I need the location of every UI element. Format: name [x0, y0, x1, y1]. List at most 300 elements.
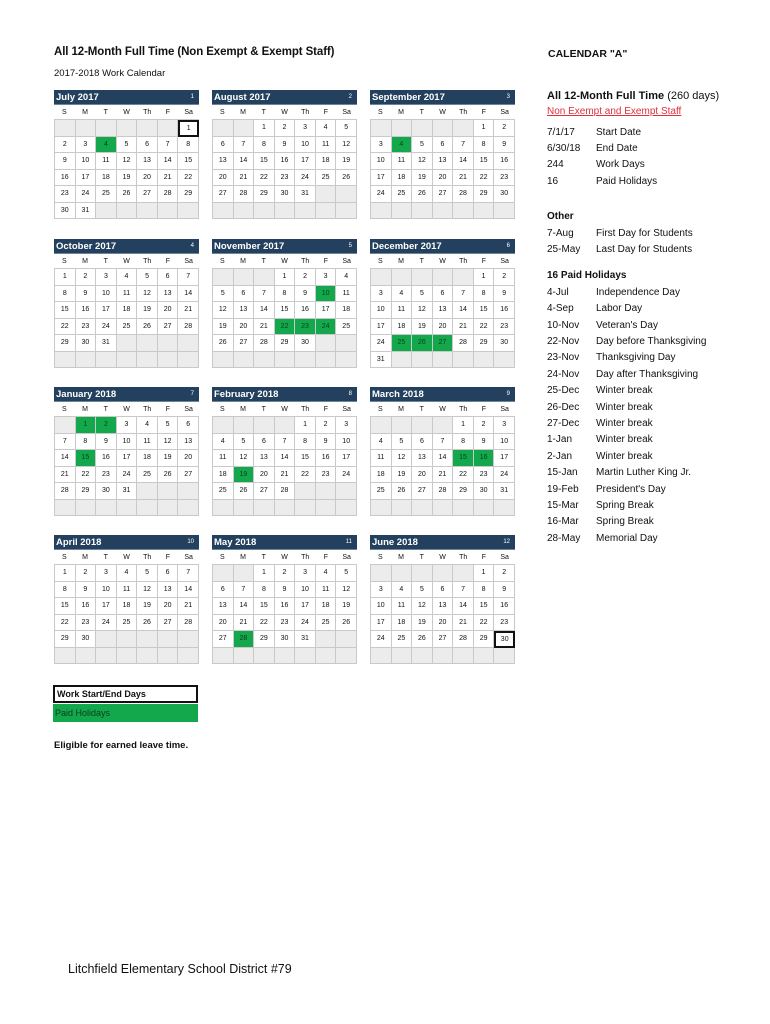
summary-row-key: 244 [547, 159, 564, 171]
day-cell: 17 [371, 170, 392, 187]
day-cell: 28 [275, 483, 296, 500]
day-cell: 16 [76, 302, 97, 319]
day-cell: 2 [275, 120, 296, 137]
day-cell: 14 [178, 286, 199, 303]
day-cell: 18 [213, 467, 234, 484]
day-cell-empty [213, 565, 234, 582]
summary-row [547, 350, 762, 366]
day-cell-empty [55, 352, 76, 369]
day-cell: 4 [117, 269, 138, 286]
weekday-label: S [62, 405, 67, 413]
day-cell: 22 [178, 170, 199, 187]
month-header [212, 387, 357, 402]
day-cell: 17 [96, 302, 117, 319]
day-cell: 17 [96, 598, 117, 615]
day-cell: 1 [474, 565, 495, 582]
weekday-label: W [281, 257, 288, 265]
month-number: 1 [190, 94, 194, 100]
day-cell-empty [336, 335, 357, 352]
day-cell-holiday: 24 [316, 319, 337, 336]
weekday-label: T [261, 257, 266, 265]
weekday-label: S [220, 553, 225, 561]
weekday-label: M [240, 405, 246, 413]
day-grid [370, 268, 515, 368]
weekday-label: W [281, 553, 288, 561]
day-cell-empty [117, 648, 138, 665]
day-cell-empty [158, 648, 179, 665]
weekday-label: W [123, 108, 130, 116]
day-cell-empty [254, 352, 275, 369]
day-cell: 13 [234, 302, 255, 319]
day-cell: 2 [55, 137, 76, 154]
day-cell-empty [55, 648, 76, 665]
summary-row [547, 225, 762, 241]
weekday-label: M [240, 553, 246, 561]
month-header [54, 239, 199, 254]
summary-row [547, 301, 762, 317]
month-august-2017 [212, 90, 357, 219]
day-cell-holiday: 4 [96, 137, 117, 154]
day-cell-holiday: 28 [234, 631, 255, 648]
day-cell: 10 [117, 434, 138, 451]
weekday-label: W [281, 405, 288, 413]
day-cell-empty [178, 352, 199, 369]
summary-row-key: 7/1/17 [547, 126, 575, 138]
weekday-row [370, 105, 515, 119]
summary-row-value: Labor Day [596, 303, 643, 315]
summary-row [547, 448, 762, 464]
weekday-label: S [378, 405, 383, 413]
day-cell: 6 [137, 137, 158, 154]
day-cell: 24 [371, 631, 392, 648]
day-cell-empty [316, 648, 337, 665]
month-january-2018 [54, 387, 199, 516]
day-cell: 26 [336, 170, 357, 187]
day-cell: 4 [316, 565, 337, 582]
page-title: All 12-Month Full Time (Non Exempt & Exempt Staff) [54, 46, 335, 58]
weekday-label: Th [459, 257, 468, 265]
day-cell: 14 [453, 302, 474, 319]
day-cell-empty [474, 352, 495, 369]
day-cell: 12 [412, 302, 433, 319]
day-cell: 4 [392, 582, 413, 599]
day-cell: 1 [275, 269, 296, 286]
day-cell: 2 [494, 565, 515, 582]
day-cell: 23 [76, 615, 97, 632]
month-february-2018 [212, 387, 357, 516]
day-cell: 3 [96, 269, 117, 286]
day-cell: 28 [178, 615, 199, 632]
day-cell: 18 [117, 302, 138, 319]
day-cell-empty [412, 565, 433, 582]
weekday-label: Sa [342, 257, 351, 265]
day-grid [212, 564, 357, 664]
day-cell: 7 [178, 269, 199, 286]
day-cell-empty [453, 269, 474, 286]
weekday-label: S [378, 108, 383, 116]
weekday-label: F [323, 405, 329, 413]
day-cell: 4 [316, 120, 337, 137]
summary-row-key: 15-Mar [547, 499, 579, 511]
day-cell: 1 [254, 120, 275, 137]
weekday-row [212, 105, 357, 119]
summary-row-value: First Day for Students [596, 227, 693, 239]
day-cell-holiday: 15 [453, 450, 474, 467]
day-cell-empty [316, 186, 337, 203]
summary-row-value: Day after Thanksgiving [596, 368, 699, 380]
day-cell: 8 [178, 137, 199, 154]
day-cell: 12 [158, 434, 179, 451]
summary-row-value: President's Day [596, 483, 666, 495]
month-december-2017 [370, 239, 515, 368]
day-cell: 9 [76, 286, 97, 303]
day-cell-empty [137, 120, 158, 137]
summary-row-value: Independence Day [596, 286, 680, 298]
day-cell: 9 [474, 434, 495, 451]
day-cell: 21 [178, 302, 199, 319]
day-cell-empty [371, 500, 392, 517]
day-cell: 31 [295, 631, 316, 648]
day-cell: 2 [295, 269, 316, 286]
day-cell: 9 [275, 137, 296, 154]
day-cell-start-end: 30 [494, 631, 515, 648]
day-cell: 12 [392, 450, 413, 467]
day-cell: 24 [76, 186, 97, 203]
day-cell: 3 [295, 565, 316, 582]
day-cell: 8 [55, 286, 76, 303]
day-cell-empty [76, 120, 97, 137]
calendar-label: CALENDAR "A" [548, 48, 628, 60]
day-cell-start-end: 1 [178, 120, 199, 137]
other-title: Other [547, 211, 574, 223]
summary-row-value: Spring Break [596, 516, 654, 528]
day-cell-empty [336, 631, 357, 648]
day-cell: 6 [433, 137, 454, 154]
weekday-label: T [261, 108, 266, 116]
day-cell: 16 [494, 153, 515, 170]
day-cell: 8 [55, 582, 76, 599]
day-cell: 17 [371, 319, 392, 336]
day-cell: 14 [254, 302, 275, 319]
day-cell: 20 [433, 319, 454, 336]
month-header [54, 90, 199, 105]
weekday-label: S [220, 257, 225, 265]
day-cell: 11 [336, 286, 357, 303]
day-cell: 19 [392, 467, 413, 484]
day-cell: 19 [158, 450, 179, 467]
day-cell: 17 [316, 302, 337, 319]
day-cell: 17 [336, 450, 357, 467]
day-cell-empty [158, 352, 179, 369]
day-cell-empty [55, 500, 76, 517]
weekday-label: Sa [184, 405, 193, 413]
summary-row-key: 1-Jan [547, 434, 573, 446]
day-cell-empty [412, 500, 433, 517]
day-cell-empty [412, 352, 433, 369]
summary-row-key: 6/30/18 [547, 143, 581, 155]
day-cell-empty [234, 269, 255, 286]
summary-row-key: 26-Dec [547, 401, 580, 413]
day-cell: 15 [275, 302, 296, 319]
day-cell: 20 [433, 615, 454, 632]
weekday-row [54, 402, 199, 416]
day-cell: 11 [392, 153, 413, 170]
day-cell-empty [55, 120, 76, 137]
day-cell: 10 [295, 582, 316, 599]
day-cell: 16 [275, 153, 296, 170]
day-cell-empty [412, 120, 433, 137]
month-name: July 2017 [56, 91, 99, 103]
day-cell: 6 [433, 286, 454, 303]
year-calendar-grid [54, 90, 524, 680]
day-cell: 2 [494, 120, 515, 137]
month-name: October 2017 [56, 240, 117, 252]
day-cell: 26 [158, 467, 179, 484]
day-cell: 12 [412, 598, 433, 615]
day-cell: 11 [96, 153, 117, 170]
weekday-label: F [165, 108, 171, 116]
day-cell: 29 [55, 335, 76, 352]
day-cell: 12 [234, 450, 255, 467]
day-cell-empty [453, 500, 474, 517]
day-cell: 27 [213, 631, 234, 648]
day-cell: 1 [295, 417, 316, 434]
weekday-label: Sa [184, 257, 193, 265]
day-cell-empty [117, 631, 138, 648]
weekday-label: M [398, 108, 404, 116]
day-cell-empty [96, 120, 117, 137]
day-cell: 22 [254, 170, 275, 187]
day-cell: 11 [392, 302, 413, 319]
day-cell: 10 [371, 153, 392, 170]
day-cell: 2 [275, 565, 296, 582]
day-cell-empty [392, 352, 413, 369]
day-cell: 29 [275, 335, 296, 352]
month-header [212, 535, 357, 550]
day-cell: 8 [254, 582, 275, 599]
day-cell: 25 [336, 319, 357, 336]
weekday-label: F [481, 405, 487, 413]
month-header [212, 239, 357, 254]
summary-row [547, 140, 762, 156]
weekday-label: F [481, 257, 487, 265]
weekday-label: Th [143, 257, 152, 265]
day-cell: 5 [336, 565, 357, 582]
day-cell: 18 [336, 302, 357, 319]
day-cell-empty [275, 417, 296, 434]
day-cell: 3 [96, 565, 117, 582]
day-cell: 22 [55, 615, 76, 632]
day-cell: 21 [55, 467, 76, 484]
day-cell: 19 [213, 319, 234, 336]
day-cell-empty [213, 203, 234, 220]
day-cell-empty [433, 500, 454, 517]
summary-row-key: 16 [547, 175, 559, 187]
summary-row [547, 241, 762, 257]
day-cell: 27 [158, 319, 179, 336]
day-cell: 25 [117, 615, 138, 632]
day-cell: 25 [392, 631, 413, 648]
day-cell: 2 [316, 417, 337, 434]
weekday-label: Th [459, 553, 468, 561]
day-cell: 8 [76, 434, 97, 451]
day-cell: 17 [295, 153, 316, 170]
day-cell: 21 [178, 598, 199, 615]
day-cell-empty [76, 500, 97, 517]
summary-row-key: 10-Nov [547, 319, 580, 331]
day-cell-empty [137, 335, 158, 352]
day-cell: 21 [158, 170, 179, 187]
day-cell: 26 [137, 319, 158, 336]
weekday-label: M [82, 108, 88, 116]
page-subtitle: 2017-2018 Work Calendar [54, 68, 166, 79]
day-cell: 20 [433, 170, 454, 187]
day-cell-empty [234, 417, 255, 434]
weekday-label: Th [301, 405, 310, 413]
summary-row-value: Winter break [596, 401, 653, 413]
day-cell: 14 [158, 153, 179, 170]
day-cell: 20 [213, 170, 234, 187]
day-cell-empty [158, 120, 179, 137]
day-cell-empty [158, 203, 179, 220]
summary-row [547, 173, 762, 189]
day-cell: 25 [316, 170, 337, 187]
weekday-label: T [261, 553, 266, 561]
day-cell: 3 [494, 417, 515, 434]
day-cell: 22 [474, 615, 495, 632]
day-cell: 1 [474, 120, 495, 137]
day-cell: 12 [137, 582, 158, 599]
day-cell: 18 [316, 598, 337, 615]
day-cell: 8 [453, 434, 474, 451]
day-grid [212, 268, 357, 368]
day-cell: 3 [371, 582, 392, 599]
day-cell-holiday: 23 [295, 319, 316, 336]
day-cell: 3 [117, 417, 138, 434]
month-july-2017 [54, 90, 199, 219]
day-cell: 3 [371, 137, 392, 154]
day-cell: 21 [234, 170, 255, 187]
weekday-label: Sa [342, 553, 351, 561]
day-cell: 15 [254, 598, 275, 615]
day-cell: 30 [295, 335, 316, 352]
day-cell: 4 [392, 286, 413, 303]
day-cell: 26 [336, 615, 357, 632]
summary-row-value: Martin Luther King Jr. [596, 467, 692, 479]
day-cell-empty [371, 417, 392, 434]
day-cell: 14 [275, 450, 296, 467]
day-cell-empty [412, 417, 433, 434]
day-cell: 7 [453, 582, 474, 599]
day-grid [212, 119, 357, 219]
day-cell: 1 [55, 269, 76, 286]
day-cell: 6 [178, 417, 199, 434]
month-may-2018 [212, 535, 357, 664]
day-cell: 30 [96, 483, 117, 500]
summary-row-key: 22-Nov [547, 335, 580, 347]
weekday-label: S [220, 405, 225, 413]
day-cell-empty [494, 648, 515, 665]
month-header [370, 90, 515, 105]
weekday-label: F [481, 553, 487, 561]
day-cell: 18 [392, 615, 413, 632]
day-cell: 8 [254, 137, 275, 154]
summary-panel [547, 90, 762, 546]
weekday-label: S [378, 257, 383, 265]
weekday-label: M [398, 257, 404, 265]
day-cell-empty [76, 352, 97, 369]
day-cell-empty [234, 120, 255, 137]
day-cell: 22 [453, 467, 474, 484]
day-cell: 28 [178, 319, 199, 336]
day-cell: 24 [295, 170, 316, 187]
day-cell: 9 [295, 286, 316, 303]
day-cell: 4 [336, 269, 357, 286]
summary-staff-link: Non Exempt and Exempt Staff [547, 106, 682, 117]
weekday-label: F [165, 257, 171, 265]
day-cell: 10 [96, 286, 117, 303]
day-cell: 31 [494, 483, 515, 500]
weekday-row [54, 105, 199, 119]
day-cell: 28 [433, 483, 454, 500]
day-cell-empty [254, 648, 275, 665]
day-cell: 15 [55, 302, 76, 319]
weekday-label: Sa [500, 108, 509, 116]
day-cell: 13 [433, 153, 454, 170]
weekday-label: Th [143, 553, 152, 561]
day-cell: 23 [76, 319, 97, 336]
other-rows [547, 225, 762, 258]
day-cell: 6 [158, 269, 179, 286]
day-cell: 11 [371, 450, 392, 467]
day-cell-empty [254, 500, 275, 517]
day-cell-empty [453, 565, 474, 582]
month-name: December 2017 [372, 240, 442, 252]
summary-row-value: Work Days [596, 159, 645, 171]
day-cell: 19 [412, 170, 433, 187]
month-april-2018 [54, 535, 199, 664]
month-header [54, 387, 199, 402]
day-cell: 11 [316, 582, 337, 599]
weekday-row [54, 550, 199, 564]
day-cell: 16 [295, 302, 316, 319]
day-cell: 13 [158, 286, 179, 303]
weekday-label: W [123, 257, 130, 265]
summary-row [547, 530, 762, 546]
day-cell-empty [234, 500, 255, 517]
day-cell: 2 [474, 417, 495, 434]
day-cell: 25 [213, 483, 234, 500]
day-cell: 6 [234, 286, 255, 303]
summary-title-days: (260 days) [667, 90, 720, 102]
day-cell: 23 [494, 319, 515, 336]
day-cell: 8 [275, 286, 296, 303]
summary-row-value: Spring Break [596, 499, 654, 511]
day-cell-empty [137, 648, 158, 665]
weekday-row [370, 402, 515, 416]
month-number: 7 [190, 391, 194, 397]
day-cell: 30 [275, 631, 296, 648]
day-grid [54, 416, 199, 516]
summary-title [547, 90, 762, 106]
day-cell: 27 [412, 483, 433, 500]
day-cell: 12 [412, 153, 433, 170]
day-cell-holiday: 27 [433, 335, 454, 352]
day-cell: 12 [336, 137, 357, 154]
day-grid [54, 564, 199, 664]
weekday-label: W [123, 405, 130, 413]
day-cell-empty [213, 269, 234, 286]
